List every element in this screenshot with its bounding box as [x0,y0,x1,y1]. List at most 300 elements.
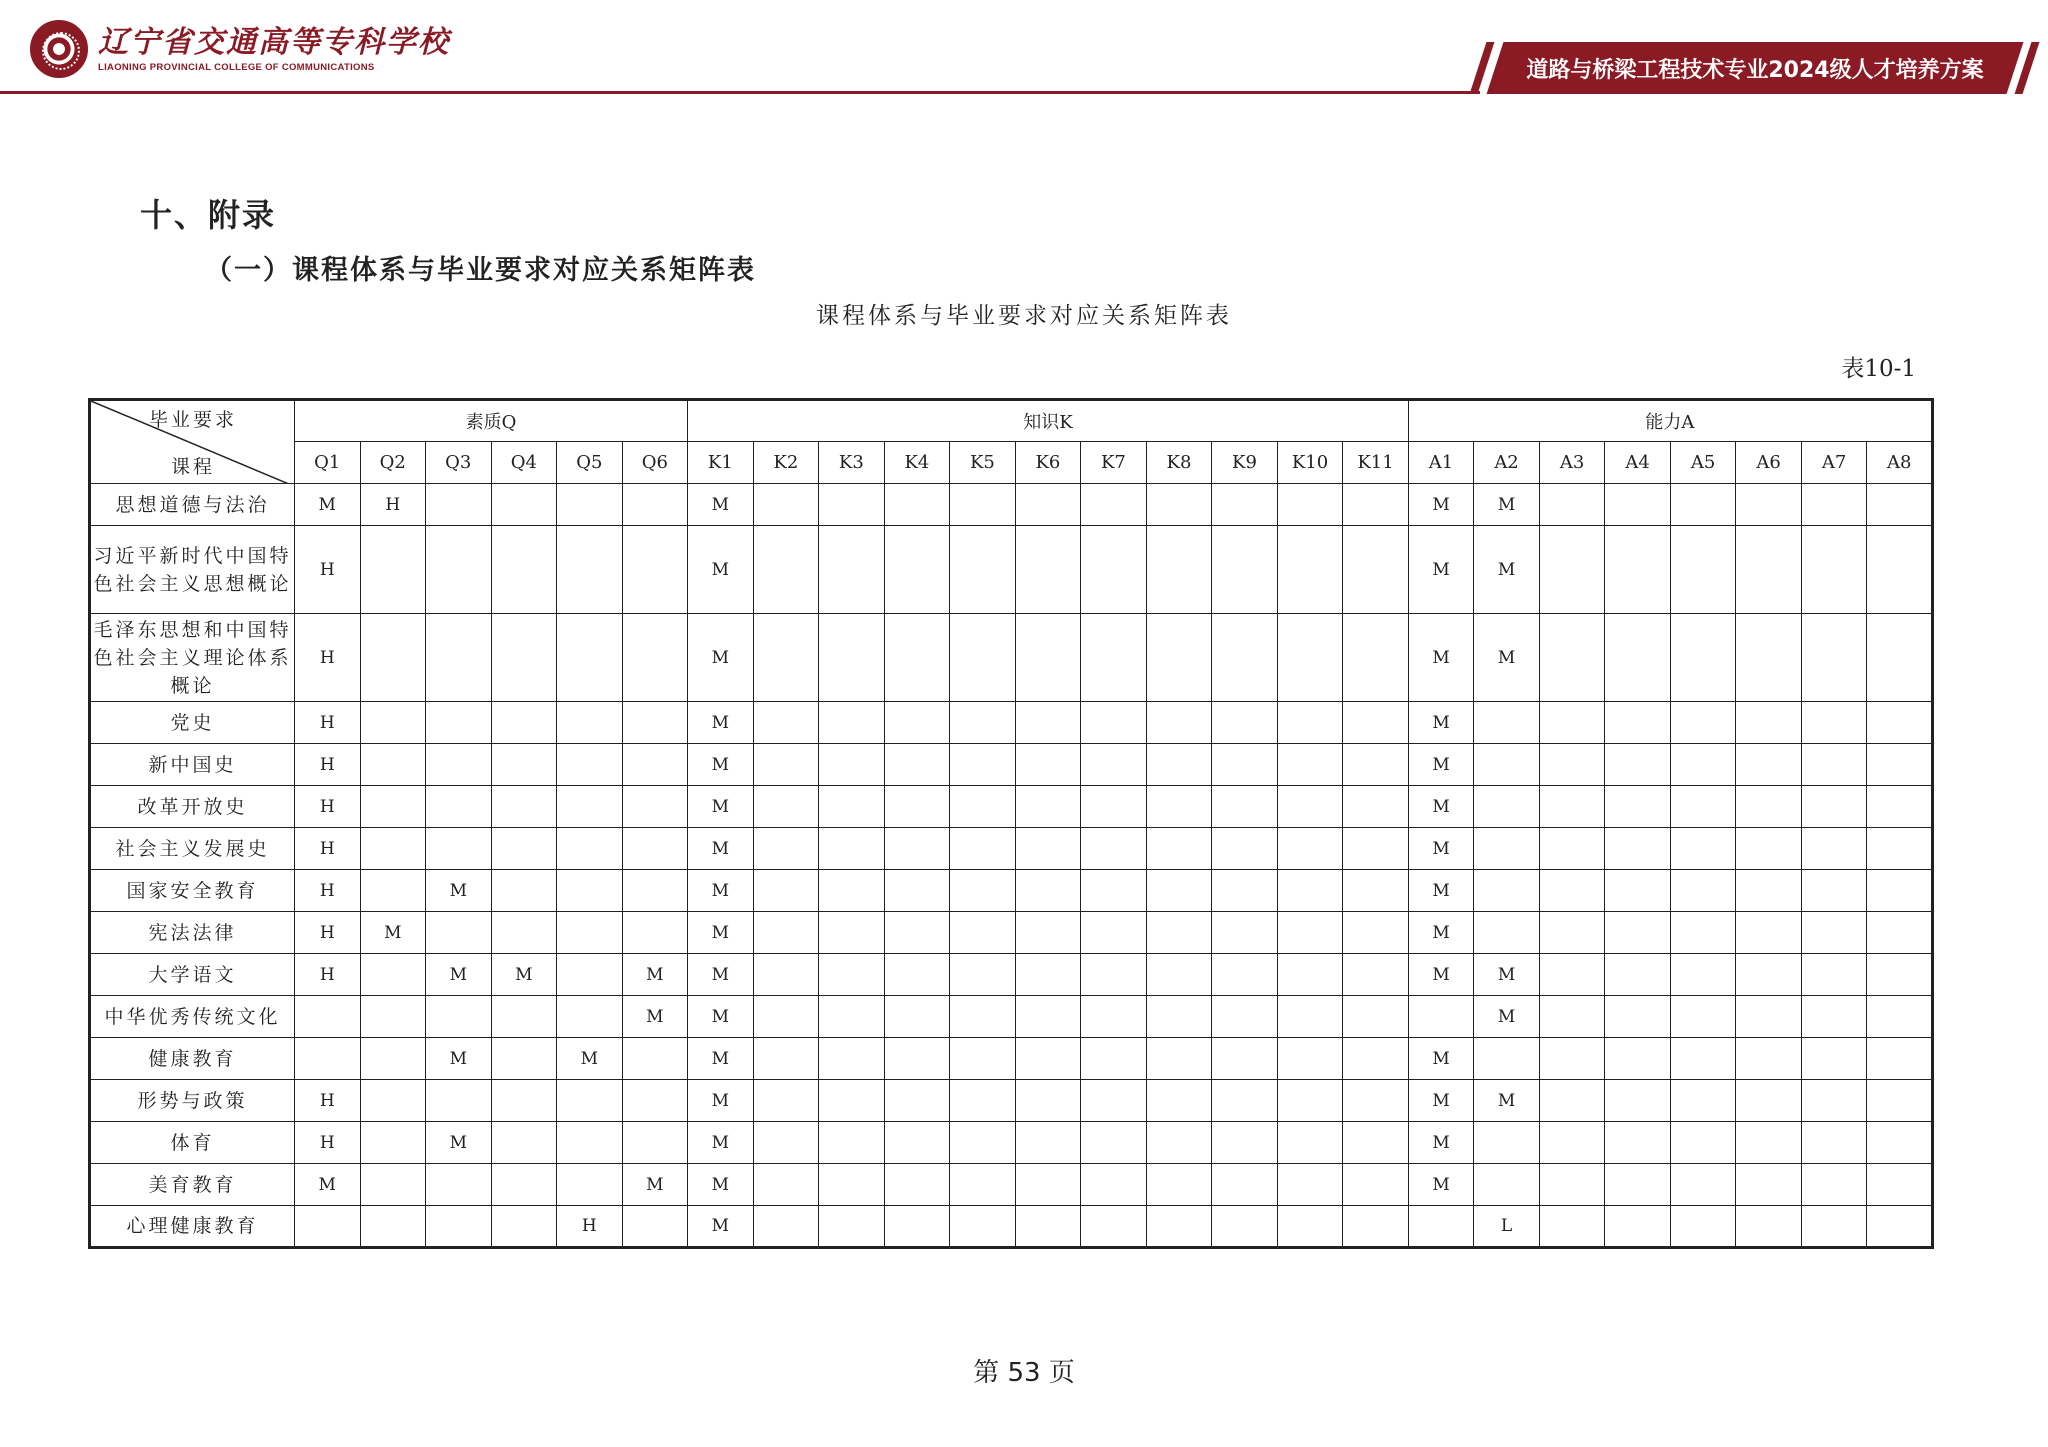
matrix-cell [1867,912,1933,954]
matrix-cell [884,484,950,526]
matrix-cell [1146,484,1212,526]
matrix-cell [1605,744,1671,786]
matrix-cell [360,744,426,786]
matrix-cell [360,702,426,744]
matrix-cell [1081,526,1147,614]
matrix-cell [753,1122,819,1164]
matrix-cell [1605,954,1671,996]
matrix-cell: M [688,1038,754,1080]
matrix-cell: H [295,702,361,744]
matrix-cell [1539,1206,1605,1248]
matrix-cell [1736,996,1802,1038]
matrix-cell [753,828,819,870]
matrix-cell [1212,526,1278,614]
matrix-cell [295,1206,361,1248]
matrix-cell [1605,912,1671,954]
matrix-cell [622,1206,688,1248]
matrix-cell [491,870,557,912]
matrix-cell: H [360,484,426,526]
matrix-cell [753,1164,819,1206]
matrix-cell [819,1080,885,1122]
matrix-cell [884,786,950,828]
course-name-cell: 心理健康教育 [90,1206,295,1248]
matrix-cell: M [1408,702,1474,744]
matrix-cell [1867,870,1933,912]
matrix-cell: M [426,870,492,912]
matrix-cell [557,954,623,996]
column-header-a8: A8 [1867,442,1933,484]
matrix-cell [819,786,885,828]
course-name-cell: 思想道德与法治 [90,484,295,526]
matrix-cell [1081,1080,1147,1122]
matrix-cell [1277,954,1343,996]
school-name-block [98,26,450,73]
matrix-cell [426,912,492,954]
matrix-cell: M [491,954,557,996]
matrix-cell: M [426,1038,492,1080]
matrix-cell [1736,870,1802,912]
matrix-cell [426,526,492,614]
matrix-cell [295,996,361,1038]
matrix-cell: H [295,954,361,996]
matrix-cell: M [1408,870,1474,912]
matrix-cell [426,702,492,744]
matrix-cell [1015,1206,1081,1248]
matrix-cell [491,744,557,786]
column-header-k7: K7 [1081,442,1147,484]
matrix-cell [753,954,819,996]
matrix-cell [1867,614,1933,702]
matrix-cell [1343,744,1409,786]
matrix-cell [1146,828,1212,870]
matrix-cell [753,870,819,912]
matrix-cell: H [557,1206,623,1248]
matrix-cell: M [622,1164,688,1206]
matrix-cell [360,614,426,702]
matrix-cell [1867,744,1933,786]
matrix-cell: M [1408,828,1474,870]
matrix-cell [622,614,688,702]
matrix-cell: M [557,1038,623,1080]
matrix-cell: M [688,1206,754,1248]
matrix-cell [1736,912,1802,954]
matrix-cell: M [688,702,754,744]
matrix-cell [1277,912,1343,954]
table-row [90,1038,1933,1080]
matrix-cell [622,1080,688,1122]
group-header-row [90,400,1933,442]
table-row [90,1206,1933,1248]
matrix-cell [1539,954,1605,996]
matrix-cell: M [688,828,754,870]
table-caption: 课程体系与毕业要求对应关系矩阵表 [816,303,1232,329]
column-header-k11: K11 [1343,442,1409,484]
matrix-cell [622,744,688,786]
matrix-cell [360,954,426,996]
matrix-cell [1736,1080,1802,1122]
matrix-cell [1343,870,1409,912]
matrix-cell [1212,744,1278,786]
matrix-cell [1015,870,1081,912]
matrix-cell [1212,1206,1278,1248]
column-header-q4: Q4 [491,442,557,484]
matrix-cell [1212,1164,1278,1206]
matrix-cell: H [295,1122,361,1164]
matrix-cell [557,912,623,954]
matrix-cell [884,1164,950,1206]
matrix-cell [819,1206,885,1248]
matrix-cell [1801,870,1867,912]
matrix-cell [1081,1122,1147,1164]
matrix-cell [491,484,557,526]
school-name-cn: 辽宁省交通高等专科学校 [98,24,450,60]
matrix-cell: M [688,912,754,954]
matrix-cell [819,912,885,954]
matrix-cell [884,828,950,870]
matrix-cell [1736,1038,1802,1080]
matrix-cell [557,744,623,786]
matrix-cell [426,996,492,1038]
matrix-cell [557,484,623,526]
matrix-cell [1015,526,1081,614]
matrix-cell [1081,484,1147,526]
matrix-cell [1081,912,1147,954]
matrix-cell: H [295,828,361,870]
matrix-cell [1801,702,1867,744]
matrix-cell [950,912,1016,954]
matrix-cell [1474,828,1540,870]
matrix-cell [491,1038,557,1080]
matrix-cell [1081,744,1147,786]
matrix-cell [950,786,1016,828]
matrix-cell [1343,614,1409,702]
matrix-cell [884,1122,950,1164]
matrix-cell [1343,786,1409,828]
matrix-cell [1801,526,1867,614]
group-header-quality: 素质Q [295,400,688,442]
matrix-cell [1867,1080,1933,1122]
matrix-cell [1867,786,1933,828]
matrix-cell: M [1408,744,1474,786]
matrix-cell [1146,1206,1212,1248]
matrix-cell [1605,1038,1671,1080]
matrix-cell: M [1408,786,1474,828]
matrix-cell [1081,702,1147,744]
matrix-cell [819,996,885,1038]
matrix-cell [753,912,819,954]
matrix-cell [1605,786,1671,828]
matrix-cell [1277,614,1343,702]
banner-title: 道路与桥梁工程技术专业2024级人才培养方案 [1526,57,1984,83]
matrix-cell [1277,1164,1343,1206]
table-row [90,1122,1933,1164]
school-seal-icon [30,20,88,78]
matrix-cell [426,614,492,702]
matrix-cell [950,1164,1016,1206]
matrix-cell [1015,484,1081,526]
matrix-cell [557,828,623,870]
matrix-cell [1539,828,1605,870]
matrix-cell [950,1122,1016,1164]
matrix-cell [1670,786,1736,828]
course-name-cell: 体育 [90,1122,295,1164]
column-header-q6: Q6 [622,442,688,484]
matrix-cell [1605,1206,1671,1248]
matrix-cell: M [1474,614,1540,702]
matrix-cell [1343,912,1409,954]
matrix-cell [1539,1164,1605,1206]
matrix-cell: M [622,996,688,1038]
matrix-cell [1212,786,1278,828]
matrix-cell: M [688,1164,754,1206]
matrix-cell [1081,1164,1147,1206]
matrix-cell [1736,1206,1802,1248]
matrix-cell [1539,614,1605,702]
matrix-cell [1605,1080,1671,1122]
matrix-cell [1146,526,1212,614]
matrix-cell [426,744,492,786]
column-header-a1: A1 [1408,442,1474,484]
matrix-cell [1212,702,1278,744]
matrix-cell [1146,786,1212,828]
matrix-cell [1801,996,1867,1038]
matrix-cell [1539,702,1605,744]
matrix-cell [1605,996,1671,1038]
matrix-cell [1670,702,1736,744]
matrix-cell [1736,1122,1802,1164]
matrix-cell [1605,614,1671,702]
column-header-k3: K3 [819,442,885,484]
matrix-cell [753,1080,819,1122]
matrix-cell [950,702,1016,744]
matrix-cell [1277,828,1343,870]
course-name-cell: 党史 [90,702,295,744]
matrix-cell [1343,828,1409,870]
matrix-cell: M [688,996,754,1038]
column-header-k1: K1 [688,442,754,484]
matrix-cell [1212,484,1278,526]
matrix-cell [1670,1038,1736,1080]
matrix-cell [1736,828,1802,870]
matrix-cell [1015,786,1081,828]
matrix-cell [557,1164,623,1206]
matrix-cell [360,1080,426,1122]
matrix-cell [1867,996,1933,1038]
matrix-cell [1277,526,1343,614]
matrix-cell [1670,1164,1736,1206]
matrix-cell [884,1080,950,1122]
corner-top-label: 毕业要求 [149,409,238,431]
matrix-cell [1343,526,1409,614]
matrix-cell [819,954,885,996]
table-row [90,1080,1933,1122]
matrix-cell [1670,954,1736,996]
column-header-q1: Q1 [295,442,361,484]
matrix-cell [426,484,492,526]
table-row [90,702,1933,744]
matrix-cell [1801,484,1867,526]
corner-header [90,400,295,484]
table-row [90,828,1933,870]
matrix-cell [884,744,950,786]
column-header-a3: A3 [1539,442,1605,484]
matrix-cell [1343,1038,1409,1080]
matrix-cell [360,526,426,614]
school-name-en: LIAONING PROVINCIAL COLLEGE OF COMMUNICATIONS [98,61,375,73]
matrix-cell [1343,1080,1409,1122]
matrix-cell: H [295,614,361,702]
matrix-cell [1736,702,1802,744]
matrix-cell [1605,870,1671,912]
matrix-cell: M [1408,1080,1474,1122]
matrix-cell [1146,1164,1212,1206]
matrix-cell [1736,526,1802,614]
matrix-cell [1801,954,1867,996]
group-header-knowledge: 知识K [688,400,1409,442]
matrix-cell [1539,1080,1605,1122]
matrix-cell [426,1206,492,1248]
matrix-cell [295,1038,361,1080]
matrix-cell [1146,912,1212,954]
matrix-cell [1081,870,1147,912]
group-header-ability: 能力A [1408,400,1932,442]
matrix-cell: M [688,1122,754,1164]
matrix-cell [1343,1122,1409,1164]
column-header-a7: A7 [1801,442,1867,484]
course-name-cell: 美育教育 [90,1164,295,1206]
column-header-a4: A4 [1605,442,1671,484]
matrix-cell [1343,702,1409,744]
matrix-cell [1081,614,1147,702]
column-header-k6: K6 [1015,442,1081,484]
matrix-cell [491,1080,557,1122]
matrix-cell [753,1038,819,1080]
matrix-cell [1605,1122,1671,1164]
matrix-cell [1670,870,1736,912]
course-name-cell: 国家安全教育 [90,870,295,912]
matrix-cell [622,786,688,828]
matrix-cell: L [1474,1206,1540,1248]
matrix-cell [753,702,819,744]
matrix-cell [1867,1164,1933,1206]
matrix-cell [1081,786,1147,828]
matrix-cell [360,996,426,1038]
matrix-cell: M [688,786,754,828]
matrix-cell [1277,1122,1343,1164]
matrix-cell: H [295,526,361,614]
matrix-cell [491,526,557,614]
matrix-cell [1867,526,1933,614]
matrix-cell [1474,870,1540,912]
matrix-cell [1015,1164,1081,1206]
matrix-cell [1801,786,1867,828]
matrix-cell [1670,614,1736,702]
matrix-cell [1670,526,1736,614]
matrix-cell [426,1080,492,1122]
matrix-cell [1277,786,1343,828]
matrix-cell [1343,484,1409,526]
matrix-cell [557,786,623,828]
matrix-cell: M [1474,484,1540,526]
page-number [0,1352,2048,1389]
matrix-cell [1146,954,1212,996]
matrix-cell: M [360,912,426,954]
table-row [90,954,1933,996]
matrix-cell [1212,1122,1278,1164]
matrix-cell [1605,526,1671,614]
matrix-cell [622,526,688,614]
matrix-cell [950,744,1016,786]
column-header-a6: A6 [1736,442,1802,484]
matrix-cell [1146,1038,1212,1080]
matrix-cell [753,526,819,614]
matrix-cell [950,828,1016,870]
matrix-cell [1146,702,1212,744]
matrix-cell [819,526,885,614]
matrix-cell [950,1038,1016,1080]
matrix-cell [1801,744,1867,786]
matrix-cell [1474,702,1540,744]
column-header-k10: K10 [1277,442,1343,484]
matrix-cell [622,1038,688,1080]
matrix-cell [819,828,885,870]
matrix-cell [1277,744,1343,786]
course-name-cell: 社会主义发展史 [90,828,295,870]
matrix-cell: M [1408,1038,1474,1080]
matrix-cell [950,870,1016,912]
matrix-cell [1867,484,1933,526]
matrix-cell [1277,1080,1343,1122]
matrix-cell [1474,912,1540,954]
matrix-cell [1146,870,1212,912]
header-divider [0,91,1480,94]
matrix-cell: H [295,1080,361,1122]
matrix-cell [1212,954,1278,996]
matrix-cell: M [1408,614,1474,702]
matrix-cell: M [1408,484,1474,526]
matrix-cell [426,828,492,870]
matrix-cell [1277,870,1343,912]
matrix-cell [950,614,1016,702]
column-header-a2: A2 [1474,442,1540,484]
matrix-cell [1212,912,1278,954]
table-row [90,870,1933,912]
matrix-cell [1670,1122,1736,1164]
matrix-cell [1015,702,1081,744]
matrix-cell [1408,996,1474,1038]
matrix-cell: M [688,526,754,614]
matrix-cell [491,702,557,744]
matrix-cell [884,702,950,744]
matrix-cell [1605,1164,1671,1206]
matrix-cell [1736,786,1802,828]
matrix-cell [1801,828,1867,870]
matrix-cell [1539,484,1605,526]
matrix-cell [1015,912,1081,954]
matrix-cell: M [688,614,754,702]
page-prefix: 第 [973,1358,1000,1388]
matrix-cell [360,786,426,828]
matrix-cell [884,912,950,954]
matrix-cell [819,744,885,786]
matrix-cell [1867,828,1933,870]
matrix-cell [753,786,819,828]
matrix-cell [1670,912,1736,954]
matrix-cell [819,614,885,702]
matrix-cell: M [1408,912,1474,954]
page-suffix: 页 [1048,1358,1075,1388]
matrix-cell: H [295,744,361,786]
